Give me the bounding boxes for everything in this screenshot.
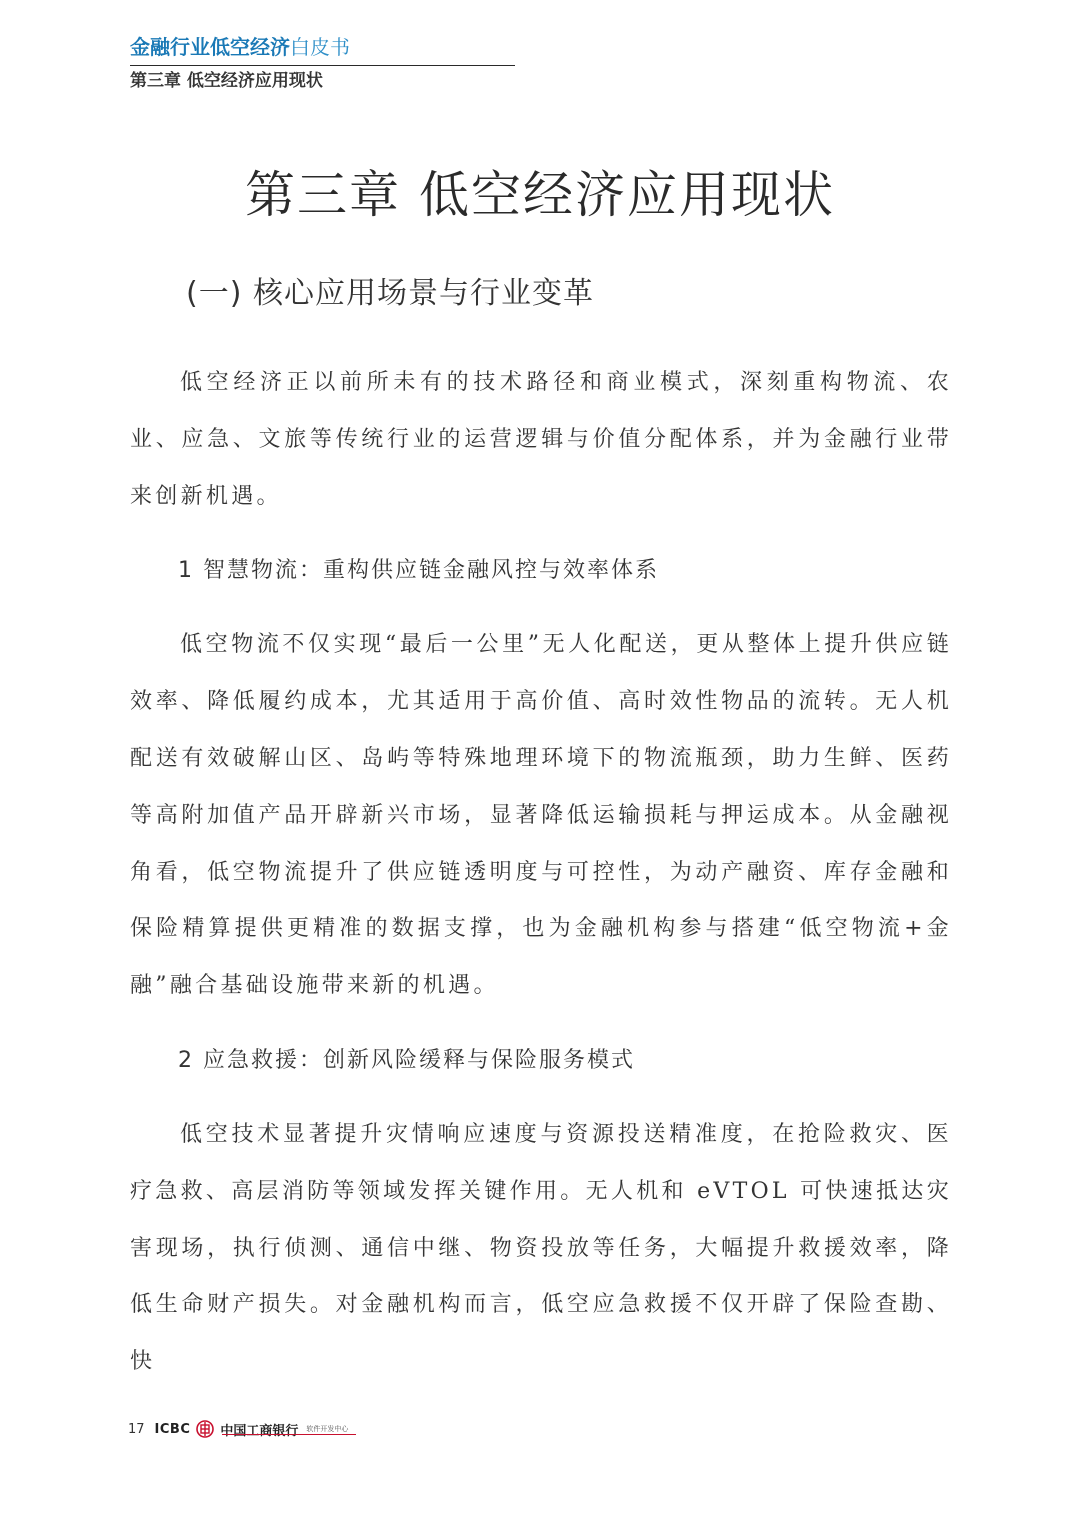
- body-content: [130, 355, 952, 1409]
- subsection-2-paragraph: 低空技术显著提升灾情响应速度与资源投送精准度，在抢险救灾、医疗急救、高层消防等领域发挥关键作用。无人机和 eVTOL 可快速抵达灾害现场，执行侦测、通信中继、物资投放等任务，大幅提升救援效率，降低生命财产损失。对金融机构而言，低空应急救援不仅开辟了保险查勘、快: [130, 1121, 952, 1375]
- subsection-1-heading: 1 智慧物流：重构供应链金融风控与效率体系: [178, 558, 659, 584]
- document-title-light: 白皮书: [290, 35, 350, 59]
- bank-name: 中国工商银行: [220, 1423, 299, 1439]
- footer-underline: [222, 1434, 356, 1435]
- document-title: [130, 30, 930, 64]
- center-name: 软件开发中心: [306, 1425, 349, 1433]
- page-footer: [128, 1414, 348, 1444]
- icbc-logo-icon: [196, 1420, 214, 1438]
- page-number: 17: [128, 1421, 145, 1437]
- subsection-2-heading: 2 应急救援：创新风险缓释与保险服务模式: [178, 1047, 635, 1073]
- document-title-strong: 金融行业低空经济: [130, 35, 290, 59]
- running-header: [130, 30, 930, 96]
- icbc-wordmark: ICBC: [154, 1421, 191, 1437]
- subsection-1-paragraph: 低空物流不仅实现“最后一公里”无人化配送，更从整体上提升供应链效率、降低履约成本，尤其适用于高价值、高时效性物品的流转。无人机配送有效破解山区、岛屿等特殊地理环境下的物流瓶颈，助力生鲜、医药等高附加值产品开辟新兴市场，显著降低运输损耗与押运成本。从金融视角看，低空物流提升了供应链透明度与可控性，为动产融资、库存金融和保险精算提供更精准的数据支撑，也为金融机构参与搭建“低空物流+金融”融合基础设施带来新的机遇。: [130, 632, 952, 999]
- section-title: (一) 核心应用场景与行业变革: [186, 276, 594, 311]
- intro-paragraph: 低空经济正以前所未有的技术路径和商业模式，深刻重构物流、农业、应急、文旅等传统行业的运营逻辑与价值分配体系，并为金融行业带来创新机遇。: [130, 370, 952, 509]
- header-chapter-label: 第三章 低空经济应用现状: [130, 71, 323, 91]
- chapter-title: 第三章 低空经济应用现状: [245, 166, 835, 224]
